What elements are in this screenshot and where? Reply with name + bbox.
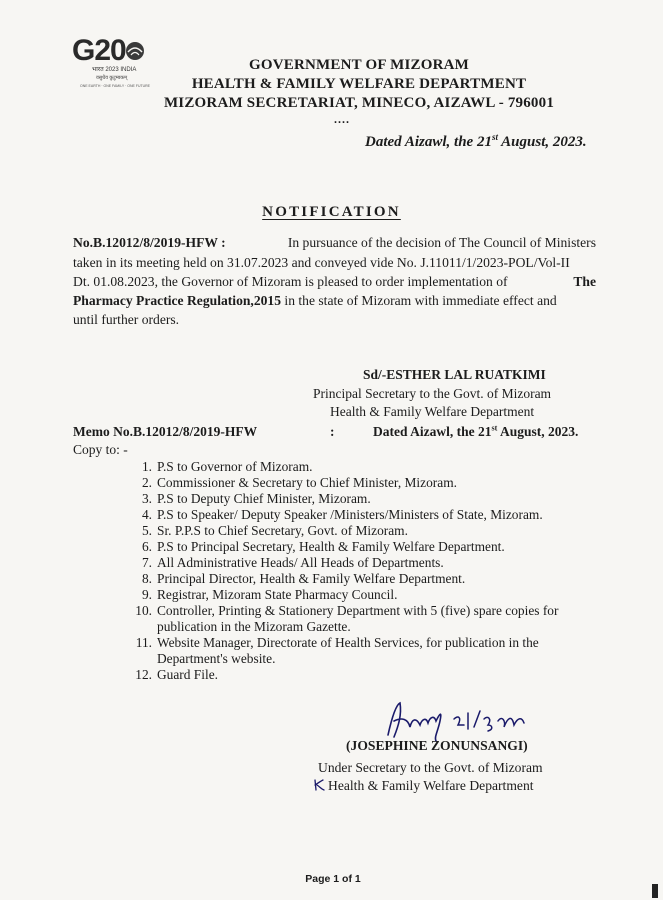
memo-colon: : — [330, 424, 335, 439]
list-item — [128, 539, 505, 555]
list-item-number: 9. — [141, 587, 152, 602]
list-item — [128, 667, 218, 683]
list-item-text: Commissioner & Secretary to Chief Minister, Mizoram. — [157, 475, 457, 490]
list-item-text: Registrar, Mizoram State Pharmacy Council. — [157, 587, 398, 602]
copy-to-label: Copy to: - — [73, 442, 128, 457]
signatory-1-name: Sd/-ESTHER LAL RUATKIMI — [363, 367, 546, 382]
list-item-continuation: publication in the Mizoram Gazette. — [157, 619, 351, 634]
list-item — [128, 523, 408, 539]
signatory-1-title: Principal Secretary to the Govt. of Mizoram — [313, 386, 552, 401]
list-item-number: 3. — [141, 491, 152, 506]
list-item-number: 8. — [141, 571, 152, 586]
list-item-number: 11. — [135, 635, 152, 650]
memo-reference: Memo No.B.12012/8/2019-HFW — [73, 424, 258, 439]
notification-line-4 — [73, 293, 557, 309]
list-item — [128, 571, 465, 587]
header-date — [365, 134, 587, 151]
scan-edge-mark — [652, 884, 658, 898]
page-number: Page 1 of 1 — [305, 873, 361, 885]
list-item-text: Principal Director, Health & Family Welfare Department. — [157, 571, 466, 586]
list-item-number: 6. — [141, 539, 152, 554]
notification-line-4-plain: in the state of Mizoram with immediate effect and — [281, 293, 557, 308]
list-item — [128, 587, 397, 603]
notification-line-2: taken in its meeting held on 31.07.2023 and conveyed vide No. J.11011/1/2023-POL/Vol-II — [73, 255, 570, 270]
notification-line-5: until further orders. — [73, 312, 180, 327]
list-item-text: P.S to Deputy Chief Minister, Mizoram. — [157, 491, 371, 506]
notification-line-1-text: In pursuance of the decision of The Council of Ministers — [287, 235, 596, 250]
list-item-number: 12. — [135, 667, 152, 682]
list-item-number: 2. — [141, 475, 152, 490]
regulation-name: Pharmacy Practice Regulation,2015 — [73, 293, 282, 308]
list-item-number: 7. — [141, 555, 152, 570]
handwritten-initial-mark — [312, 778, 326, 792]
list-item-text: Guard File. — [157, 667, 218, 682]
list-item-text: Website Manager, Directorate of Health Services, for publication in the — [157, 635, 539, 650]
header-separator-dots: .... — [334, 112, 350, 126]
notification-title: NOTIFICATION — [262, 204, 401, 220]
header-department: HEALTH & FAMILY WELFARE DEPARTMENT — [191, 76, 527, 92]
g20-logo-subtitle: भारत 2023 INDIA — [92, 67, 137, 73]
signatory-2-department — [312, 778, 534, 794]
notification-line-3-bold: The — [573, 274, 596, 289]
list-item — [128, 635, 539, 651]
list-item-continuation: Department's website. — [157, 651, 276, 666]
signatory-2-name: (JOSEPHINE ZONUNSANGI) — [346, 738, 528, 753]
notification-line-1 — [73, 235, 596, 251]
notification-line-3 — [73, 274, 596, 290]
list-item-number: 1. — [141, 459, 152, 474]
memo-date-prefix: Dated Aizawl, the 21 — [373, 424, 492, 439]
list-item-text: P.S to Principal Secretary, Health & Family Welfare Department. — [157, 539, 505, 554]
signatory-2-title: Under Secretary to the Govt. of Mizoram — [318, 760, 543, 775]
memo-date-sup: st — [491, 423, 498, 433]
list-item-text: Sr. P.P.S to Chief Secretary, Govt. of Mizoram. — [157, 523, 408, 538]
list-item — [128, 475, 457, 491]
g20-logo-tagline: ONE EARTH · ONE FAMILY · ONE FUTURE — [80, 84, 151, 88]
header-date-prefix: Dated Aizawl, the 21 — [365, 134, 492, 150]
list-item-text: All Administrative Heads/ All Heads of Departments. — [157, 555, 444, 570]
header-date-sup: st — [491, 132, 498, 142]
list-item — [128, 459, 312, 475]
signatory-2-department-text: Health & Family Welfare Department — [328, 778, 534, 793]
list-item-number: 4. — [141, 507, 152, 522]
list-item-number: 10. — [135, 603, 152, 618]
list-item-text: Controller, Printing & Stationery Department with 5 (five) spare copies for — [157, 603, 559, 618]
list-item-text: P.S to Governor of Mizoram. — [157, 459, 313, 474]
signatory-1-department: Health & Family Welfare Department — [330, 404, 535, 419]
header-government: GOVERNMENT OF MIZORAM — [248, 57, 470, 73]
list-item-text: P.S to Speaker/ Deputy Speaker /Ministers/Ministers of State, Mizoram. — [157, 507, 543, 522]
list-item — [128, 491, 371, 507]
header-date-suffix: August, 2023. — [497, 134, 587, 150]
g20-logo-motto: वसुधैव कुटुम्बकम् — [96, 75, 128, 81]
g20-logo-text: G20 — [72, 34, 126, 67]
list-item — [128, 507, 543, 523]
list-item — [128, 603, 558, 619]
list-item — [128, 555, 444, 571]
header-address: MIZORAM SECRETARIAT, MINECO, AIZAWL - 796001 — [163, 95, 555, 111]
list-item-number: 5. — [141, 523, 152, 538]
memo-date-suffix: August, 2023. — [497, 424, 579, 439]
notification-line-3-plain: Dt. 01.08.2023, the Governor of Mizoram is pleased to order implementation of — [73, 274, 508, 289]
notification-ref-number: No.B.12012/8/2019-HFW : — [73, 235, 226, 250]
memo-date — [373, 424, 578, 440]
